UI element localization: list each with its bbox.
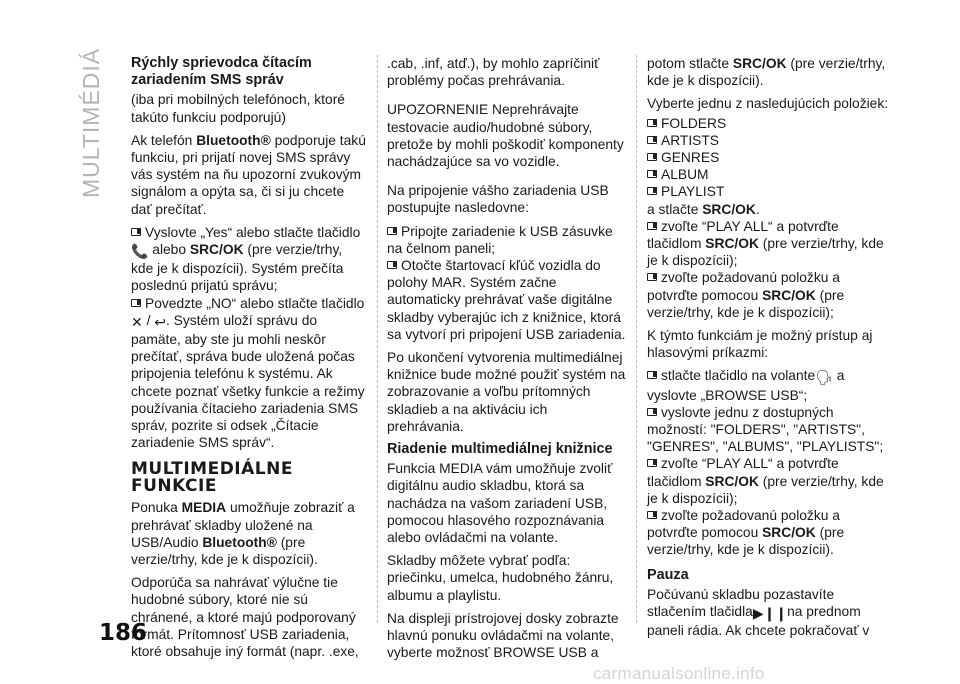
multimedia-heading: MULTIMEDIÁLNE FUNKCIE <box>131 459 293 497</box>
checkbox-bullet-icon <box>647 371 657 379</box>
paragraph: Skladby môžete vybrať podľa: priečinku, umelca, hudobného žánru, albumu a playlistu. <box>387 553 614 603</box>
play-pause-icon: ▶❙❙ <box>752 605 788 622</box>
warning-paragraph: UPOZORNENIE Neprehrávajte testovacie audio/hudobné súbory, pretože by mohli poškodiť komponenty nachádzajúce sa vo vozidle. <box>387 102 624 170</box>
list-item: zvoľte “PLAY ALL“ a potvrďte tlačidlom SRC/OK (pre verzie/trhy, kde je k dispozícii); <box>647 218 884 269</box>
paragraph: Vyberte jednu z nasledujúcich položiek: <box>647 96 889 112</box>
options-list <box>647 115 892 201</box>
paragraph: (iba pri mobilných telefónoch, ktoré takúto funkciu podporujú) <box>131 92 345 125</box>
voice-command-icon: 🗣 <box>815 369 833 386</box>
paragraph: K týmto funkciám je možný prístup aj hlasovými príkazmi: <box>647 328 873 361</box>
list-item: Vyslovte „Yes“ alebo stlačte tlačidlo 📞 alebo SRC/OK (pre verzie/trhy, kde je k dispozícii). Systém prečíta poslednú prijatú správu; <box>131 224 361 294</box>
back-arrow-icon: ↩ <box>154 313 166 330</box>
list-item: PLAYLIST <box>647 183 892 200</box>
keyword: Bluetooth® <box>202 534 277 550</box>
checkbox-bullet-icon <box>131 299 141 307</box>
paragraph: Na displeji prístrojovej dosky zobrazte hlavnú ponuku ovládačmi na volante, vyberte možnosť BROWSE USB a <box>387 610 619 661</box>
checkbox-bullet-icon <box>647 136 657 144</box>
paragraph: Po ukončení vytvorenia multimediálnej knižnice bude možné použiť systém na zobrazovanie a voľbu prítomných skladieb a na aktiváciu ich prehrávania. <box>387 350 626 434</box>
checkbox-bullet-icon <box>647 222 657 230</box>
hang-up-icon: ✕ <box>131 313 143 330</box>
list-item: ALBUM <box>647 166 892 183</box>
paragraph: potom stlačte SRC/OK (pre verzie/trhy, kde je k dispozícii). <box>647 56 886 89</box>
column-2 <box>387 55 627 668</box>
sms-heading: Rýchly sprievodca čítacím zariadením SMS správ <box>131 55 312 89</box>
column-divider <box>636 55 637 623</box>
paragraph: Ak telefón Bluetooth® podporuje takú funkciu, pri prijatí novej SMS správy vás systém na ňu upozorní zvukovým signálom a opýta sa, či si ju chcete dať prečítať. <box>131 132 366 217</box>
paragraph: a stlačte SRC/OK. <box>647 201 760 217</box>
checkbox-bullet-icon <box>647 273 657 281</box>
checkbox-bullet-icon <box>387 227 397 235</box>
keyword: SRC/OK <box>705 473 759 489</box>
list-item: zvoľte “PLAY ALL“ a potvrďte tlačidlom SRC/OK (pre verzie/trhy, kde je k dispozícii); <box>647 456 884 506</box>
column-divider <box>377 55 378 623</box>
paragraph: Počúvanú skladbu pozastavíte stlačením tlačidla▶❙❙na prednom paneli rádia. Ak chcete pokračovať v <box>647 586 870 639</box>
checkbox-bullet-icon <box>647 170 657 178</box>
keyword: SRC/OK <box>702 201 756 217</box>
page-number: 186 <box>99 620 148 646</box>
checkbox-bullet-icon <box>647 459 657 467</box>
keyword: Bluetooth® <box>196 132 271 148</box>
list-item: Povedzte „NO“ alebo stlačte tlačidlo ✕ / ↩. Systém uloží správu do pamäte, aby ste ju mohli neskôr prečítať, správa bude uložená počas pripojenia telefónu k systému. Ak chcete poznať všetky funkcie a režimy používania čítacieho zariadenia SMS správ, pozrite si odsek „Čítacie zariadenie SMS správ“. <box>131 295 365 451</box>
list-item: zvoľte požadovanú položku a potvrďte pomocou SRC/OK (pre verzie/trhy, kde je k dispozícii). <box>647 508 845 558</box>
list-item: vyslovte jednu z dostupných možností: "FOLDERS", "ARTISTS", "GENRES", "ALBUMS", "PLAYLISTS"; <box>647 404 884 455</box>
list-item: GENRES <box>647 149 892 166</box>
checkbox-bullet-icon <box>647 408 657 416</box>
paragraph: Funkcia MEDIA vám umožňuje zvoliť digitálnu audio skladbu, ktorá sa nachádza na vašom zariadení USB, pomocou hlasového rozpoznávania alebo ovládačmi na volante. <box>387 461 613 546</box>
keyword: SRC/OK <box>762 287 816 303</box>
checkbox-bullet-icon <box>647 119 657 127</box>
list-item: Pripojte zariadenie k USB zásuvke na čelnom paneli; <box>387 223 613 256</box>
paragraph: Na pripojenie vášho zariadenia USB postupujte nasledovne: <box>387 183 609 216</box>
list-item: zvoľte požadovanú položku a potvrďte pomocou SRC/OK (pre verzie/trhy, kde je k dispozícii); <box>647 270 845 320</box>
keyword: SRC/OK <box>732 56 787 71</box>
column-1 <box>131 55 367 666</box>
library-heading: Riadenie multimediálnej knižnice <box>387 441 613 458</box>
pause-heading: Pauza <box>647 566 689 583</box>
paragraph: .cab, .inf, atď.), by mohlo zapríčiniť problémy počas prehrávania. <box>387 56 600 89</box>
keyword: SRC/OK <box>189 242 244 258</box>
section-tab: MULTIMÉDIÁ <box>78 47 104 198</box>
phone-icon: 📞 <box>131 243 149 260</box>
checkbox-bullet-icon <box>647 153 657 161</box>
keyword: MEDIA <box>181 500 227 516</box>
keyword: SRC/OK <box>705 236 759 252</box>
checkbox-bullet-icon <box>647 511 657 519</box>
list-item: Otočte štartovací kľúč vozidla do polohy MAR. Systém začne automaticky prehrávať vaše digitálne skladby vyberajúc ich z knižnice, ktorá sa vytvorí pri pripojení USB zariadenia. <box>387 258 626 342</box>
list-item: stlačte tlačidlo na volante🗣 a vyslovte „BROWSE USB“; <box>647 368 845 403</box>
paragraph: Odporúča sa nahrávať výlučne tie hudobné súbory, ktoré nie sú chránené, a ktoré majú podporovaný formát. Prítomnosť USB zariadenia, ktoré obsahuje iný formát (napr. .exe, <box>131 575 359 660</box>
paragraph: Ponuka MEDIA umožňuje zobraziť a prehrávať skladby uložené na USB/Audio Bluetooth® (pre verzie/trhy, kde je k dispozícii). <box>131 500 355 568</box>
checkbox-bullet-icon <box>647 187 657 195</box>
checkbox-bullet-icon <box>387 261 397 269</box>
checkbox-bullet-icon <box>131 228 141 236</box>
keyword: SRC/OK <box>762 525 816 541</box>
column-3 <box>647 55 892 646</box>
list-item: FOLDERS <box>647 115 892 132</box>
watermark: carmanualsonline.info <box>593 664 765 683</box>
list-item: ARTISTS <box>647 132 892 149</box>
